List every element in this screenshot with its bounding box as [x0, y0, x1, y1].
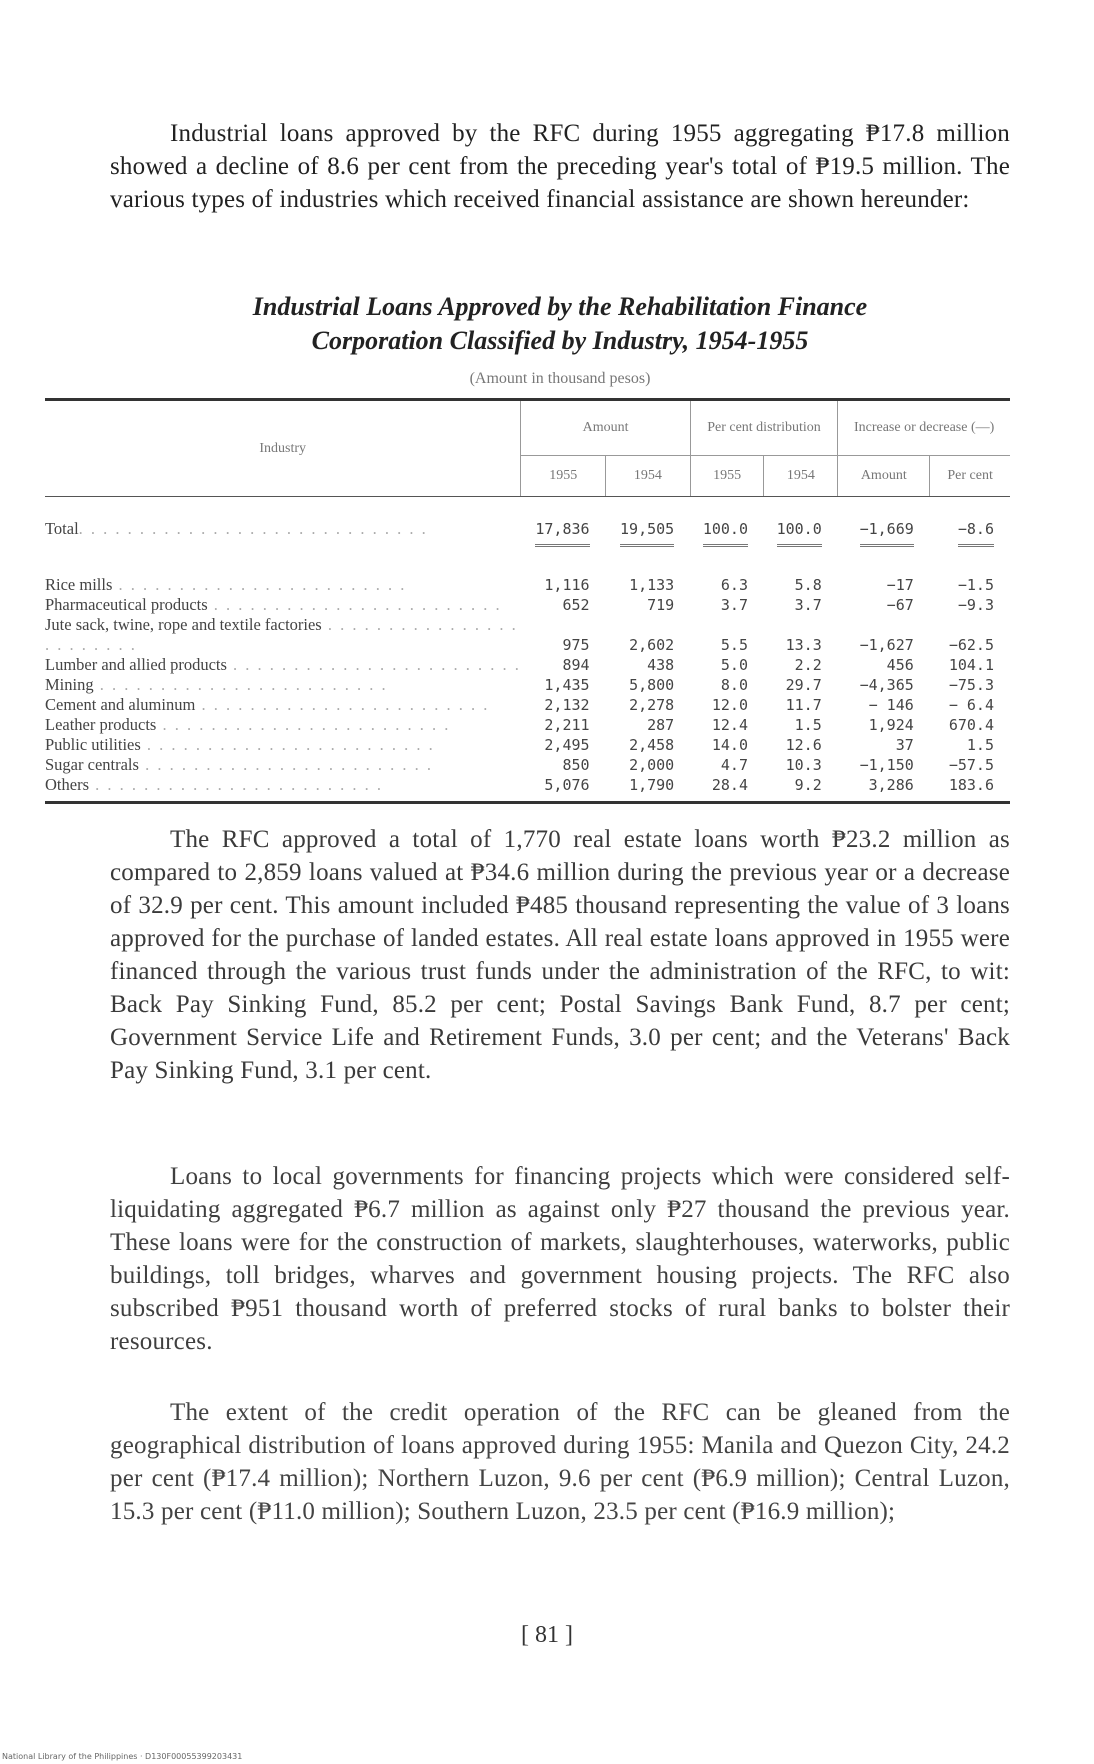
- footer-credit: National Library of the Philippines · D130F00055399203431: [2, 1752, 243, 1761]
- header-increase-decrease: Increase or decrease (—): [838, 400, 1010, 456]
- row-label: Total: [45, 519, 79, 538]
- intro-paragraph: Industrial loans approved by the RFC during 1955 aggregating ₱17.8 million showed a decline of 8.6 per cent from the preceding year's total of ₱19.5 million. The various types of industries which received financial assistance are shown hereunder:: [110, 120, 1010, 213]
- row-label: Sugar centrals: [45, 755, 139, 774]
- cell-a55: 1,116: [544, 576, 590, 594]
- table-row: Mining . . . . . . . . . . . . . . . . . . . . . . . . 1,435 5,800 8.0 29.7 −4,365 −75.3: [45, 675, 1010, 695]
- cell-inc-pct: −8.6: [958, 520, 994, 547]
- cell-a54: 1,790: [606, 775, 691, 803]
- cell-inc-amt: −17: [886, 576, 914, 594]
- table-row: Jute sack, twine, rope and textile factories . . . . . . . . . . . . . . . . . . . . . . . . 975 2,602 5.5 13.3 −1,627 −62.5: [45, 615, 1010, 655]
- cell-a54: 2,278: [629, 696, 675, 714]
- cell-a55: 2,495: [544, 736, 590, 754]
- local-government-paragraph: Loans to local governments for financing projects which were considered self-liquidating aggregated ₱6.7 million as against only ₱27 thousand the previous year. These loans were for the construction of markets, slaughterhouses, waterworks, public buildings, toll bridges, wharves and government housing projects. The RFC also subscribed ₱951 thousand worth of preferred stocks of rural banks to bolster their resources.: [110, 1163, 1010, 1355]
- cell-inc-pct: 183.6: [930, 775, 1010, 803]
- cell-a54: 719: [647, 596, 675, 614]
- cell-a54: 2,602: [629, 636, 675, 654]
- cell-a54: 2,458: [629, 736, 675, 754]
- header-amount-1954: 1954: [606, 456, 691, 497]
- industrial-loans-table: [45, 398, 1010, 804]
- table-row: Sugar centrals . . . . . . . . . . . . . . . . . . . . . . . . 850 2,000 4.7 10.3 −1,150 −57.5: [45, 755, 1010, 775]
- header-amount-1955: 1955: [521, 456, 606, 497]
- cell-inc-amt: 37: [895, 736, 914, 754]
- row-label: Cement and aluminum: [45, 695, 196, 714]
- header-pct-1954: 1954: [764, 456, 838, 497]
- cell-p54: 12.6: [785, 736, 822, 754]
- table-title: [110, 290, 1010, 358]
- row-label: Lumber and allied products: [45, 655, 227, 674]
- cell-p54: 10.3: [785, 756, 822, 774]
- cell-p55: 28.4: [690, 775, 764, 803]
- cell-p55: 12.0: [711, 696, 748, 714]
- cell-inc-amt: −67: [886, 596, 914, 614]
- header-inc-amount: Amount: [838, 456, 930, 497]
- row-label: Public utilities: [45, 735, 141, 754]
- cell-a55: 2,211: [544, 716, 590, 734]
- cell-p54: 13.3: [785, 636, 822, 654]
- cell-inc-pct: −57.5: [948, 756, 994, 774]
- cell-inc-pct: −62.5: [948, 636, 994, 654]
- row-label: Others: [45, 775, 89, 794]
- cell-a55: 894: [562, 656, 590, 674]
- cell-inc-pct: −1.5: [957, 576, 994, 594]
- cell-inc-amt: 456: [886, 656, 914, 674]
- cell-p55: 5.0: [720, 656, 748, 674]
- cell-a54: 1,133: [629, 576, 675, 594]
- header-industry: Industry: [45, 400, 521, 497]
- cell-p54: 100.0: [777, 520, 822, 547]
- cell-inc-pct: − 6.4: [948, 696, 994, 714]
- cell-p55: 6.3: [720, 576, 748, 594]
- cell-inc-amt: −1,669: [860, 520, 914, 547]
- cell-a55: 2,132: [544, 696, 590, 714]
- cell-p55: 4.7: [720, 756, 748, 774]
- header-pct-1955: 1955: [690, 456, 764, 497]
- row-label: Mining: [45, 675, 94, 694]
- cell-p54: 3.7: [794, 596, 822, 614]
- cell-inc-amt: −1,627: [859, 636, 914, 654]
- cell-a54: 438: [647, 656, 675, 674]
- table-row: Others . . . . . . . . . . . . . . . . . . . . . . . . 5,076 1,790 28.4 9.2 3,286 183.6: [45, 775, 1010, 803]
- cell-p55: 8.0: [720, 676, 748, 694]
- cell-p54: 29.7: [785, 676, 822, 694]
- cell-p55: 100.0: [703, 520, 748, 547]
- cell-p54: 1.5: [794, 716, 822, 734]
- cell-inc-amt: − 146: [868, 696, 914, 714]
- real-estate-paragraph: The RFC approved a total of 1,770 real estate loans worth ₱23.2 million as compared to 2,859 loans valued at ₱34.6 million during the previous year or a decrease of 32.9 per cent. This amount included ₱485 thousand representing the value of 3 loans approved for the purchase of landed estates. All real estate loans approved in 1955 were financed through the various trust funds under the administration of the RFC, to wit: Back Pay Sinking Fund, 85.2 per cent; Postal Savings Bank Fund, 8.7 per cent; Government Service Life and Retirement Funds, 3.0 per cent; and the Veterans' Back Pay Sinking Fund, 3.1 per cent.: [110, 826, 1010, 1084]
- cell-a55: 17,836: [535, 520, 589, 547]
- cell-a54: 2,000: [629, 756, 675, 774]
- table-title-line-2: Corporation Classified by Industry, 1954-1955: [311, 326, 809, 355]
- table-row: Rice mills . . . . . . . . . . . . . . . . . . . . . . . . 1,116 1,133 6.3 5.8 −17 −1.5: [45, 561, 1010, 595]
- cell-p54: 5.8: [794, 576, 822, 594]
- table-row: Leather products . . . . . . . . . . . . . . . . . . . . . . . . 2,211 287 12.4 1.5 1,924 670.4: [45, 715, 1010, 735]
- page-number: [ 81 ]: [521, 1622, 573, 1648]
- cell-p55: 3.7: [720, 596, 748, 614]
- cell-p54: 9.2: [764, 775, 838, 803]
- cell-inc-amt: 1,924: [868, 716, 914, 734]
- header-inc-per-cent: Per cent: [930, 456, 1010, 497]
- cell-a55: 975: [562, 636, 590, 654]
- cell-p54: 11.7: [785, 696, 822, 714]
- cell-p55: 5.5: [720, 636, 748, 654]
- table-subtitle: (Amount in thousand pesos): [469, 370, 651, 387]
- header-amount: Amount: [521, 400, 690, 456]
- table-row: Cement and aluminum . . . . . . . . . . . . . . . . . . . . . . . . 2,132 2,278 12.0 11.7 − 146 − 6.4: [45, 695, 1010, 715]
- header-per-cent-distribution: Per cent distribution: [690, 400, 838, 456]
- row-label: Leather products: [45, 715, 157, 734]
- cell-a54: 19,505: [620, 520, 674, 547]
- table-row: Pharmaceutical products . . . . . . . . . . . . . . . . . . . . . . . . 652 719 3.7 3.7 −67 −9.3: [45, 595, 1010, 615]
- cell-a55: 1,435: [544, 676, 590, 694]
- cell-inc-amt: 3,286: [838, 775, 930, 803]
- table-row: Lumber and allied products . . . . . . . . . . . . . . . . . . . . . . . . 894 438 5.0 2.2 456 104.1: [45, 655, 1010, 675]
- cell-a54: 5,800: [629, 676, 675, 694]
- geographic-distribution-paragraph: The extent of the credit operation of the RFC can be gleaned from the geographical distribution of loans approved during 1955: Manila and Quezon City, 24.2 per cent (₱17.4 million); Northern Luzon, 9.6 per cent (₱6.9 million); Central Luzon, 15.3 per cent (₱11.0 million); Southern Luzon, 23.5 per cent (₱16.9 million);: [110, 1399, 1010, 1525]
- table-row-total: Total. . . . . . . . . . . . . . . . . . . . . . . . . . . . . 17,836 19,505 100.0 100.0 −1,669 −8.6: [45, 497, 1010, 562]
- cell-a55: 652: [562, 596, 590, 614]
- table-row: Public utilities . . . . . . . . . . . . . . . . . . . . . . . . 2,495 2,458 14.0 12.6 37 1.5: [45, 735, 1010, 755]
- cell-p54: 2.2: [794, 656, 822, 674]
- cell-inc-amt: −1,150: [859, 756, 914, 774]
- row-label: Jute sack, twine, rope and textile factories: [45, 615, 322, 634]
- cell-a55: 850: [562, 756, 590, 774]
- cell-inc-pct: 1.5: [966, 736, 994, 754]
- cell-a55: 5,076: [521, 775, 606, 803]
- cell-inc-amt: −4,365: [859, 676, 914, 694]
- table-title-line-1: Industrial Loans Approved by the Rehabilitation Finance: [252, 292, 868, 321]
- cell-p55: 12.4: [711, 716, 748, 734]
- cell-inc-pct: −9.3: [957, 596, 994, 614]
- cell-inc-pct: 104.1: [948, 656, 994, 674]
- cell-inc-pct: −75.3: [948, 676, 994, 694]
- cell-p55: 14.0: [711, 736, 748, 754]
- table-body: [45, 561, 1010, 803]
- row-label: Pharmaceutical products: [45, 595, 208, 614]
- row-label: Rice mills: [45, 575, 113, 594]
- cell-a54: 287: [647, 716, 675, 734]
- cell-inc-pct: 670.4: [948, 716, 994, 734]
